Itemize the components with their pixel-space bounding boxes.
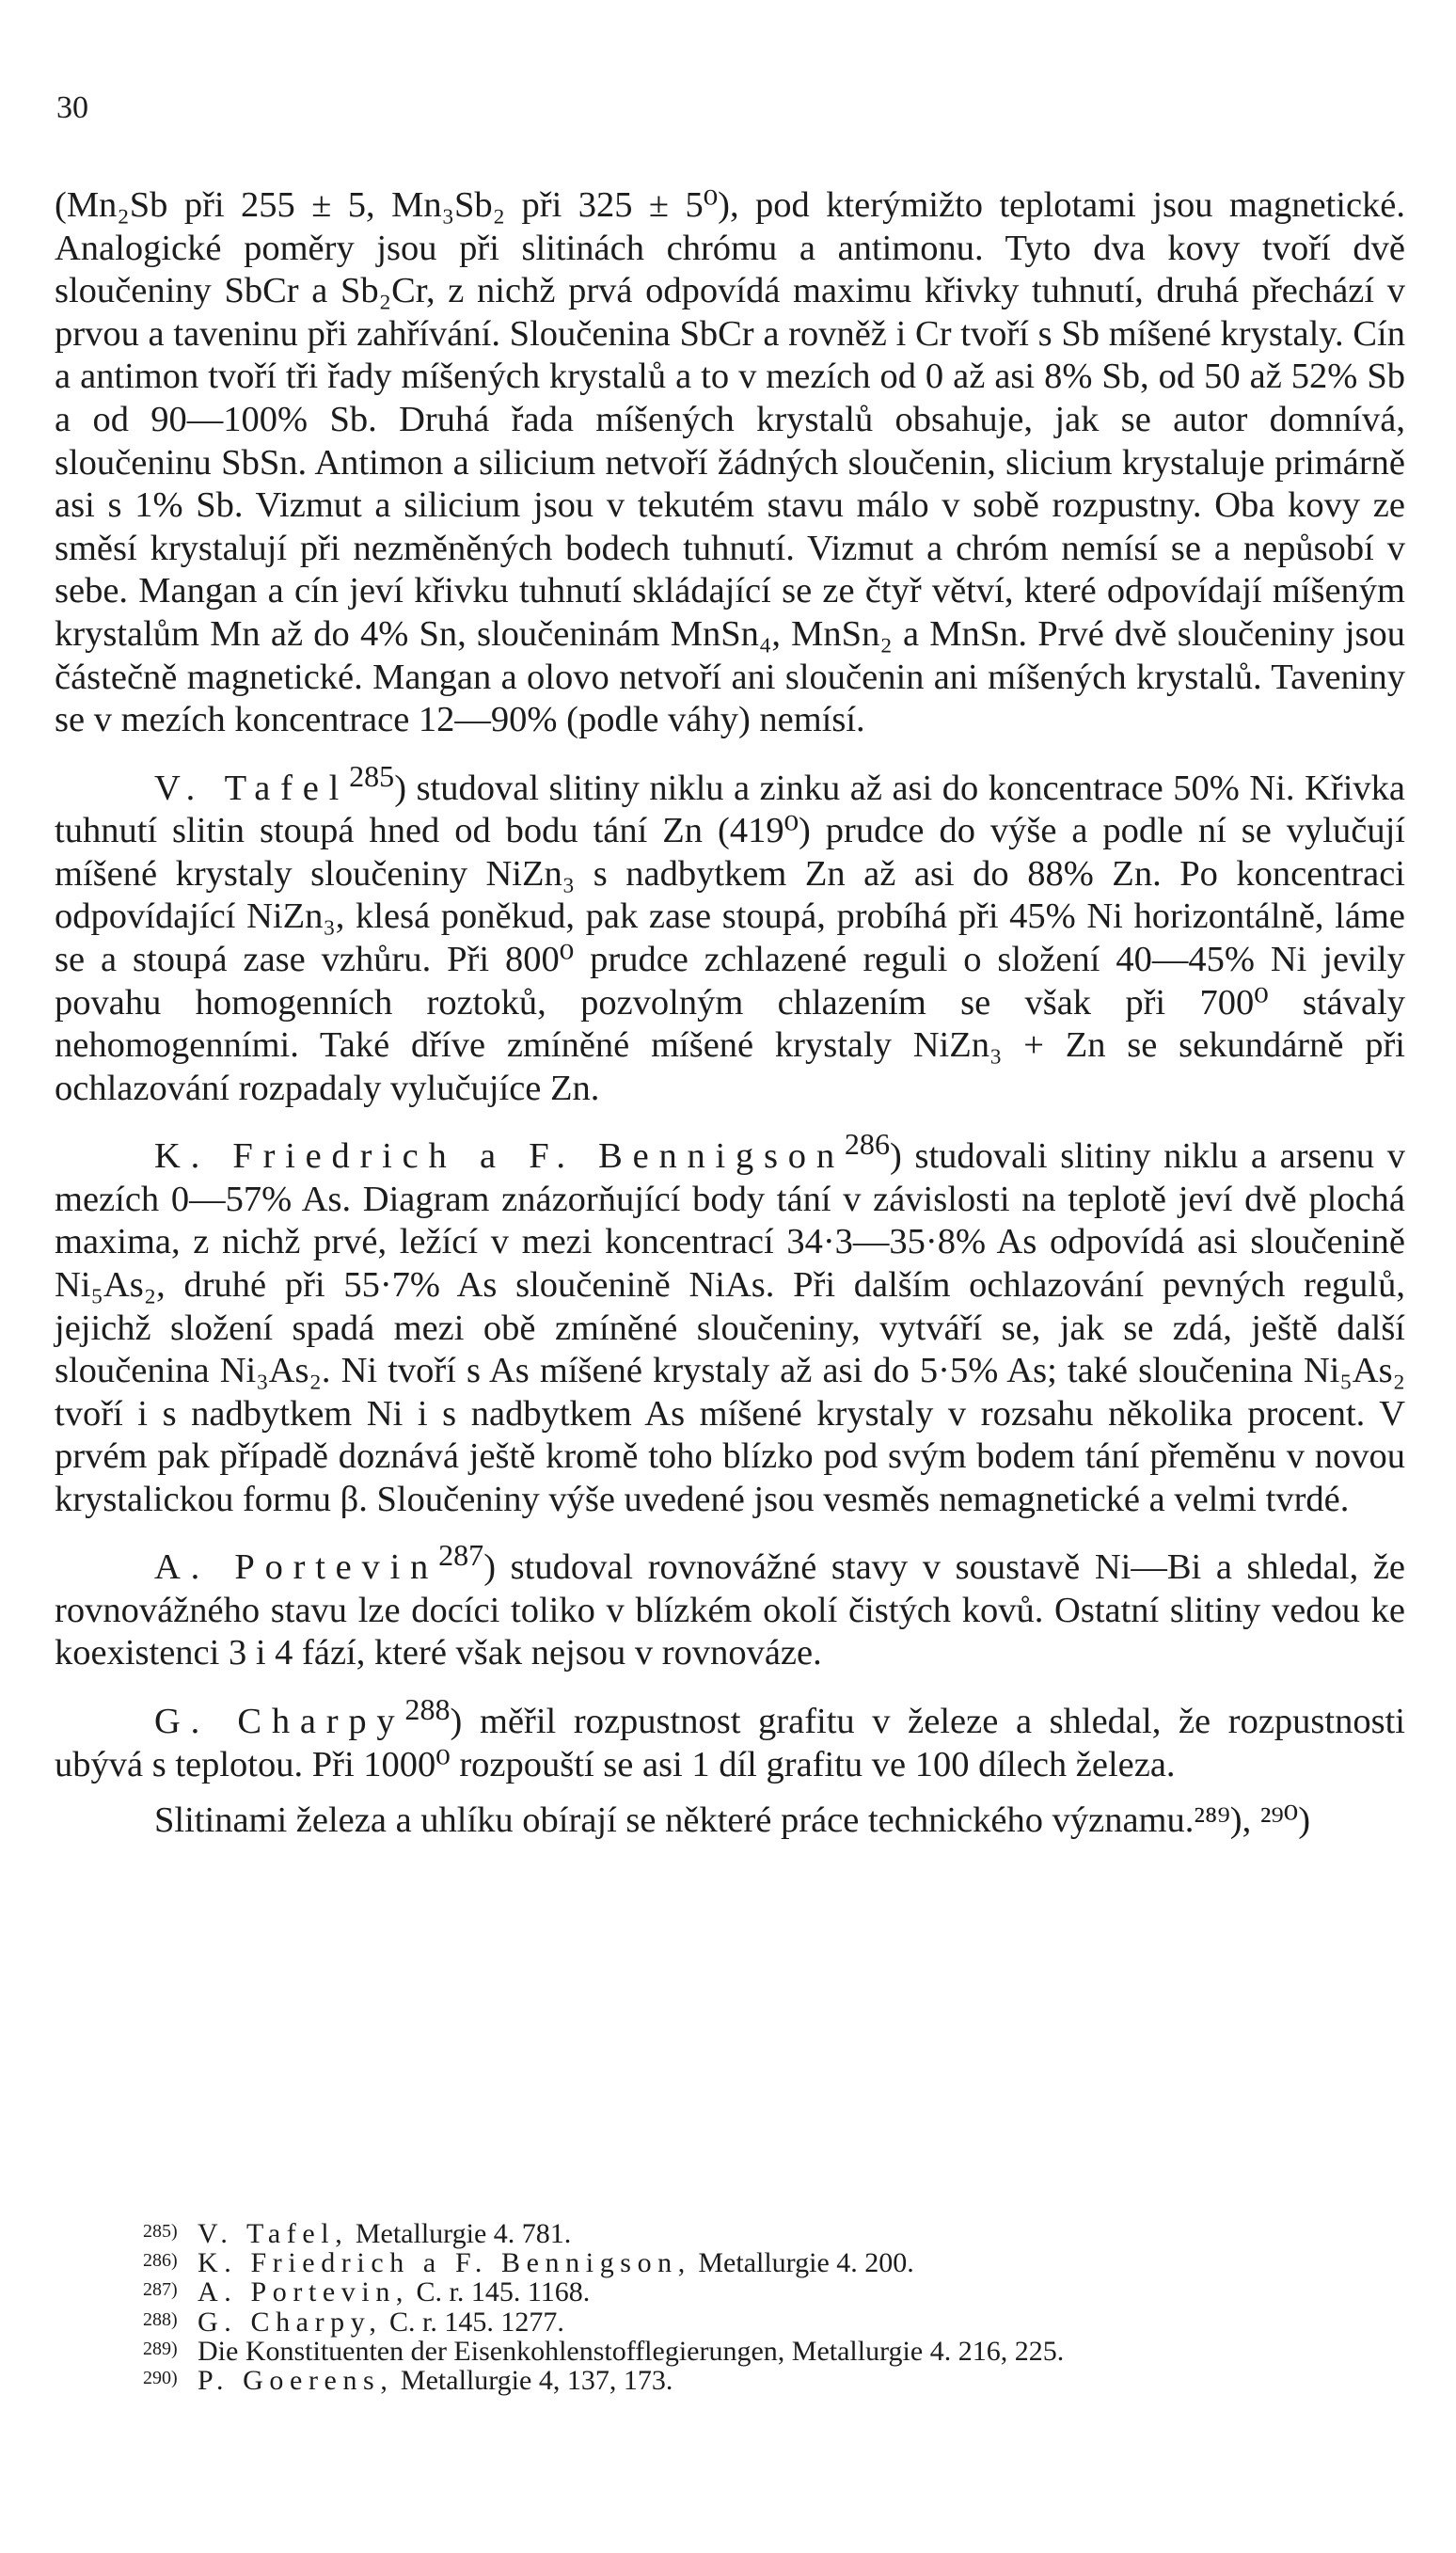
footnote-author: V. Tafel, bbox=[198, 2218, 349, 2249]
footnote-number: 287) bbox=[143, 2279, 178, 2301]
footnote bbox=[143, 2336, 1403, 2365]
page-number: 30 bbox=[56, 90, 88, 125]
footnote bbox=[143, 2247, 1403, 2279]
footnote-text: Metallurgie 4. 200. bbox=[690, 2247, 914, 2279]
paragraph-text: měřil rozpustnost grafitu v železe a shledal, že rozpustnosti ubývá s teplotou. Při 1000⁰ rozpouští se asi 1 díl grafitu ve 100 dílech železa. bbox=[55, 1701, 1405, 1784]
paragraph-1: (Mn₂Sb při 255 ± 5, Mn₃Sb₂ při 325 ± 5⁰), pod kterýmižto teplotami jsou magnetické. Analogické poměry jsou při slitinách chrómu a antimonu. Tyto dva kovy tvoří dvě sloučeniny SbCr a Sb₂Cr, z nichž prvá odpovídá maximu křivky tuhnutí, druhá přechází v prvou a taveninu při zahřívání. Sloučenina SbCr a rovněž i Cr tvoří s Sb míšené krystaly. Cín a antimon tvoří tři řady míšených krystalů a to v mezích od 0 až asi 8% Sb, od 50 až 52% Sb a od 90—100% Sb. Druhá řada míšených krystalů obsahuje, jak se autor domnívá, sloučeninu SbSn. Antimon a silicium netvoří žádných sloučenin, slicium krystaluje primárně asi s 1% Sb. Vizmut a silicium jsou v tekutém stavu málo v sobě rozpustny. Oba kovy ze směsí krystalují při nezměněných bodech tuhnutí. Vizmut a chróm nemísí se a nepůsobí v sebe. Mangan a cín jeví křivku tuhnutí skládající se ze čtyř větví, které odpovídají míšeným krystalům Mn až do 4% Sn, sloučeninám MnSn₄, MnSn₂ a MnSn. Prvé dvě sloučeniny jsou částečně magnetické. Mangan a olovo netvoří ani sloučenin ani míšených krystalů. Taveniny se v mezích koncentrace 12—90% (podle váhy) nemísí. bbox=[55, 185, 1405, 740]
footnote-number: 286) bbox=[143, 2250, 178, 2272]
paragraph-text: studovali slitiny niklu a arsenu v mezích 0—57% As. Diagram znázorňující body tání v závislosti na teplotě jeví dvě plochá maxima, z nichž prvé, ležící v mezi koncentrací 34·3—35·8% As odpovídá asi sloučenině Ni₅As₂, druhé při 55·7% As sloučenině NiAs. Při dalším ochlazování pevných regulů, jejichž složení spadá mezi obě zmíněné sloučeniny, vytváří se, jak se zdá, ještě další sloučenina Ni₃As₂. Ni tvoří s As míšené krystaly až asi do 5·5% As; také sloučenina Ni₅As₂ tvoří i s nadbytkem Ni i s nadbytkem As míšené krystaly v rozsahu několika procent. V prvém pak případě doznává ještě kromě toho blízko pod svým bodem tání přeměnu v novou krystalickou formu β. Sloučeniny výše uvedené jsou vesměs nemagnetické a velmi tvrdé. bbox=[55, 1136, 1405, 1519]
footnote-author: G. Charpy, bbox=[198, 2306, 383, 2338]
paragraph-text: Slitinami železa a uhlíku obírají se některé práce technického významu. bbox=[154, 1800, 1195, 1841]
footnote-author: A. Portevin, bbox=[198, 2276, 410, 2308]
footnote-text: Metallurgie 4, 137, 173. bbox=[393, 2365, 673, 2397]
reference-markers: ²⁸⁹), ²⁹⁰) bbox=[1194, 1800, 1311, 1841]
footnote-text: C. r. 145. 1168. bbox=[409, 2276, 591, 2308]
reference-marker: 286 bbox=[844, 1127, 890, 1162]
reference-marker: 285 bbox=[349, 758, 395, 793]
author-name: A. Portevin bbox=[154, 1547, 439, 1588]
author-name: V. Tafel bbox=[154, 768, 350, 808]
author-name: G. Charpy bbox=[154, 1701, 405, 1741]
paragraph-2: V. Tafel$^{285}$) studoval slitiny niklu a zinku až asi do koncentrace 50% Ni. Křivka tuhnutí slitin stoupá hned od bodu tání Zn (419⁰) prudce do výše a podle ní se vylučují míšené krystaly sloučeniny NiZn₃ s nadbytkem Zn až asi do 88% Zn. Po koncentraci odpovídající NiZn₃, klesá poněkud, pak zase stoupá, probíhá při 45% Ni horizontálně, láme se a stoupá zase vzhůru. Při 800⁰ prudce zchlazené reguli o složení 40—45% Ni jevily povahu homogenních roztoků, pozvolným chlazením se však při 700⁰ stávaly nehomogenními. Také dříve zmíněné míšené krystaly NiZn₃ + Zn se sekundárně při ochlazování rozpadaly vylučujíce Zn. bbox=[55, 758, 1405, 1108]
paragraph-5: G. Charpy$^{288}$) měřil rozpustnost grafitu v železe a shledal, že rozpustnosti ubývá s teplotou. Při 1000⁰ rozpouští se asi 1 díl grafitu ve 100 dílech železa. bbox=[55, 1692, 1405, 1784]
paragraph-6 bbox=[55, 1800, 1405, 1843]
author-name: K. Friedrich a F. Bennigson bbox=[154, 1136, 845, 1177]
footnote-author: K. Friedrich a F. Bennigson, bbox=[198, 2247, 691, 2279]
footnote-text: Die Konstituenten der Eisenkohlenstofflegierungen, Metallurgie 4. 216, 225. bbox=[198, 2335, 1065, 2367]
footnote-text: Metallurgie 4. 781. bbox=[348, 2218, 572, 2249]
paragraph-4: A. Portevin$^{287}$) studoval rovnovážné stavy v soustavě Ni—Bi a shledal, že rovnovážného stavu lze docíci toliko v blízkém okolí čistých kovů. Ostatní slitiny vedou ke koexistenci 3 i 4 fází, které však nejsou v rovnováze. bbox=[55, 1538, 1405, 1673]
footnote-number: 289) bbox=[143, 2338, 178, 2359]
paragraph-text: studoval slitiny niklu a zinku až asi do koncentrace 50% Ni. Křivka tuhnutí slitin stoupá hned od bodu tání Zn (419⁰) prudce do výše a podle ní se vylučují míšené krystaly sloučeniny NiZn₃ s nadbytkem Zn až asi do 88% Zn. Po koncentraci odpovídající NiZn₃, klesá poněkud, pak zase stoupá, probíhá při 45% Ni horizontálně, láme se a stoupá zase vzhůru. Při 800⁰ prudce zchlazené reguli o složení 40—45% Ni jevily povahu homogenních roztoků, pozvolným chlazením se však při 700⁰ stávaly nehomogenními. Také dříve zmíněné míšené krystaly NiZn₃ + Zn se sekundárně při ochlazování rozpadaly vylučujíce Zn. bbox=[55, 768, 1405, 1108]
footnote-text: C. r. 145. 1277. bbox=[382, 2306, 564, 2338]
footnote bbox=[143, 2365, 1403, 2397]
footnotes bbox=[143, 2218, 1403, 2397]
footnote bbox=[143, 2276, 1403, 2306]
footnote bbox=[143, 2218, 1403, 2247]
paragraph-3: K. Friedrich a F. Bennigson$^{286}$) studovali slitiny niklu a arsenu v mezích 0—57% As. Diagram znázorňující body tání v závislosti na teplotě jeví dvě plochá maxima, z nichž prvé, ležící v mezi koncentrací 34·3—35·8% As odpovídá asi sloučenině Ni₅As₂, druhé při 55·7% As sloučenině NiAs. Při dalším ochlazování pevných regulů, jejichž složení spadá mezi obě zmíněné sloučeniny, vytváří se, jak se zdá, ještě další sloučenina Ni₃As₂. Ni tvoří s As míšené krystaly až asi do 5·5% As; také sloučenina Ni₅As₂ tvoří i s nadbytkem Ni i s nadbytkem As míšené krystaly v rozsahu několika procent. V prvém pak případě doznává ještě kromě toho blízko pod svým bodem tání přeměnu v novou krystalickou formu β. Sloučeniny výše uvedené jsou vesměs nemagnetické a velmi tvrdé. bbox=[55, 1127, 1405, 1519]
footnote-number: 285) bbox=[143, 2221, 178, 2242]
reference-marker: 287 bbox=[438, 1538, 484, 1573]
footnote-author: P. Goerens, bbox=[198, 2365, 394, 2397]
footnote bbox=[143, 2307, 1403, 2336]
main-text bbox=[55, 184, 1405, 1843]
reference-marker: 288 bbox=[404, 1692, 451, 1727]
footnote-number: 288) bbox=[143, 2308, 178, 2330]
paragraph-text: studoval rovnovážné stavy v soustavě Ni—Bi a shledal, že rovnovážného stavu lze docíci toliko v blízkém okolí čistých kovů. Ostatní slitiny vedou ke koexistenci 3 i 4 fází, které však nejsou v rovnováze. bbox=[55, 1547, 1405, 1673]
footnote-number: 290) bbox=[143, 2368, 178, 2389]
